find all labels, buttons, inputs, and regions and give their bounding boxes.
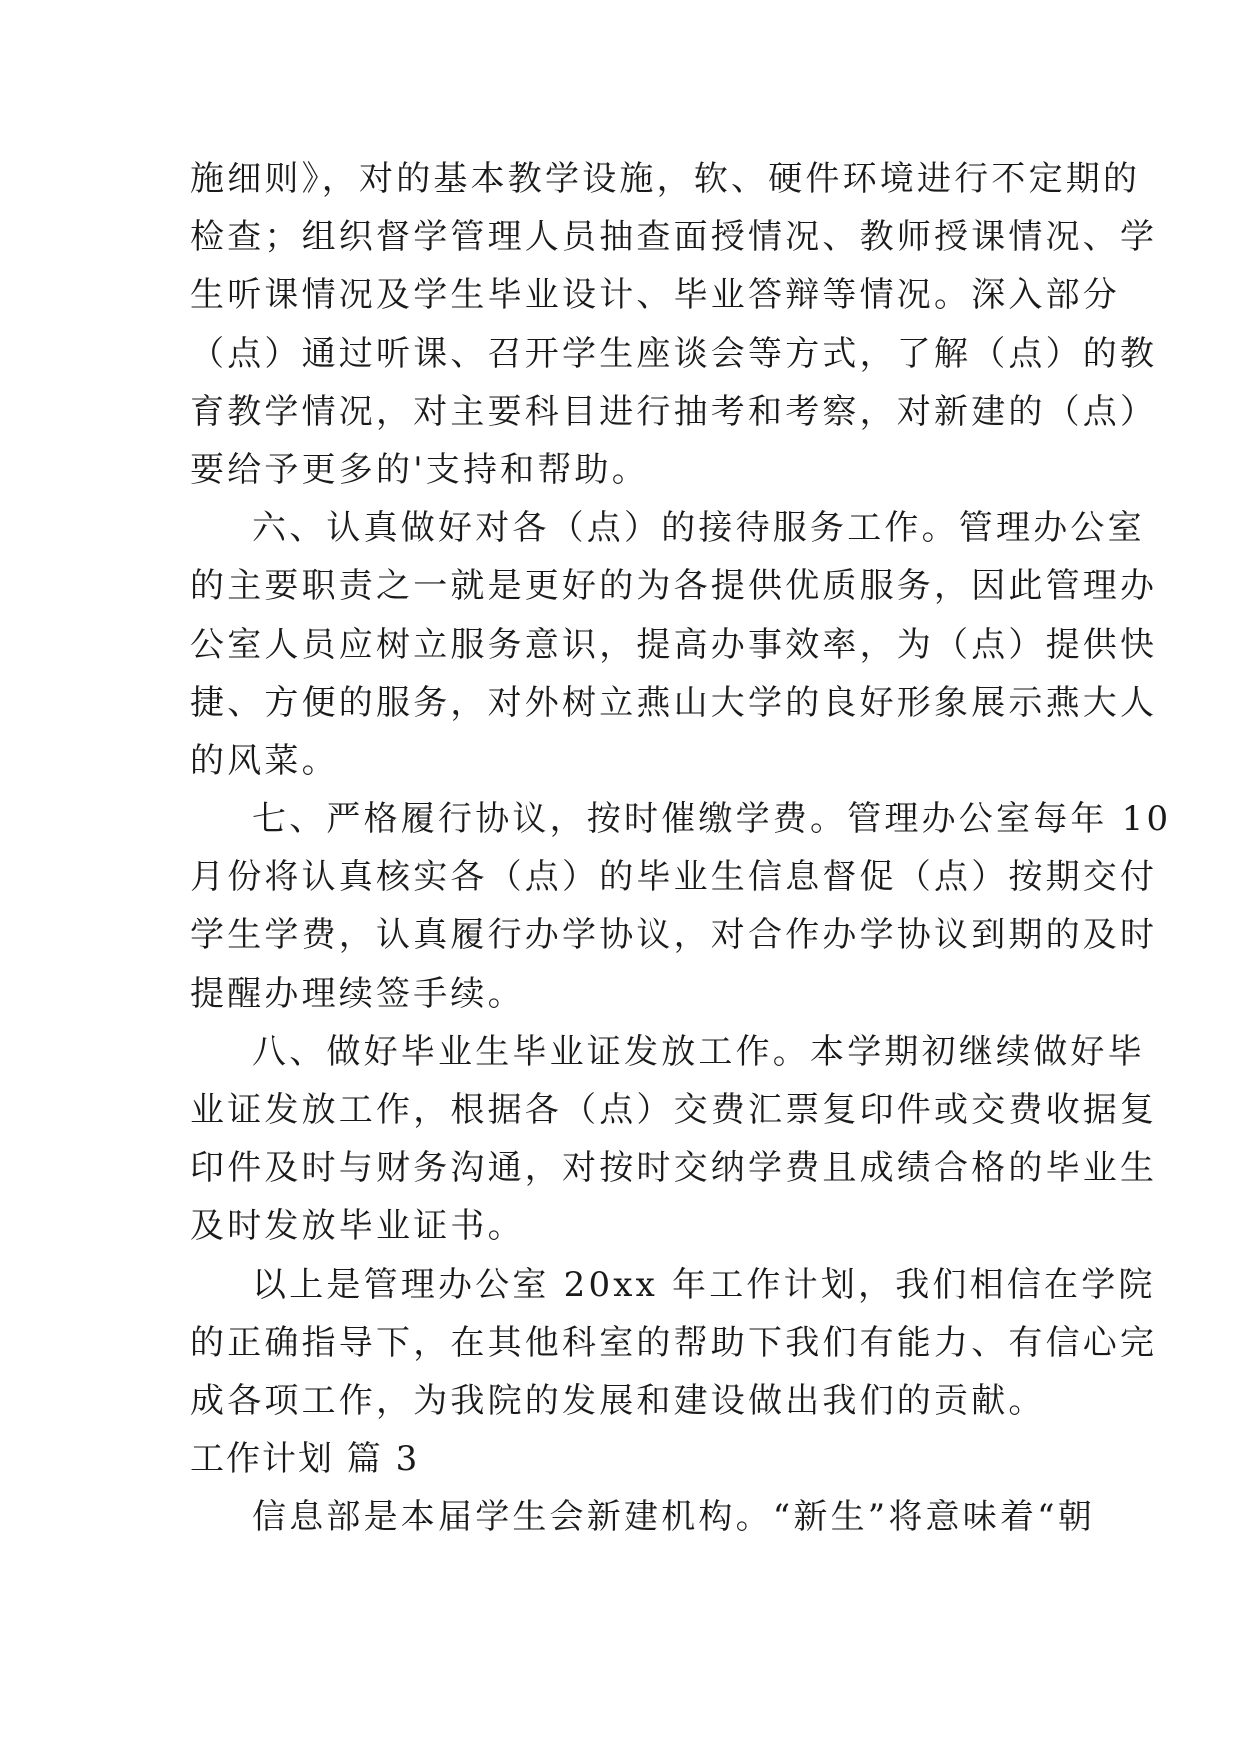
paragraph-start-line: 以上是管理办公室 20xx 年工作计划，我们相信在学院 xyxy=(252,1264,1156,1305)
text-line: 提醒办理续签手续。 xyxy=(190,973,525,1014)
section-heading: 工作计划 篇 3 xyxy=(190,1439,420,1480)
text-line: 育教学情况，对主要科目进行抽考和考察，对新建的（点） xyxy=(190,391,1158,432)
paragraph-start-line: 六、认真做好对各（点）的接待服务工作。管理办公室 xyxy=(252,508,1145,549)
text-line: 公室人员应树立服务意识，提高办事效率，为（点）提供快 xyxy=(190,624,1158,665)
text-line: 业证发放工作，根据各（点）交费汇票复印件或交费收据复 xyxy=(190,1090,1158,1130)
text-line: 检查；组织督学管理人员抽查面授情况、教师授课情况、学 xyxy=(190,217,1158,258)
text-line: 的风菜。 xyxy=(190,740,339,781)
text-line: 及时发放毕业证书。 xyxy=(190,1206,525,1247)
text-line: 生听课情况及学生毕业设计、毕业答辩等情况。深入部分 xyxy=(190,275,1120,316)
text-line: 的正确指导下，在其他科室的帮助下我们有能力、有信心完 xyxy=(190,1322,1158,1363)
paragraph-start-line: 七、严格履行协议，按时催缴学费。管理办公室每年 10 xyxy=(252,799,1172,840)
text-line: 成各项工作，为我院的发展和建设做出我们的贡献。 xyxy=(190,1380,1046,1421)
paragraph-start-line: 八、做好毕业生毕业证发放工作。本学期初继续做好毕 xyxy=(252,1031,1145,1072)
text-line: 施细则》，对的基本教学设施，软、硬件环境进行不定期的 xyxy=(190,159,1141,199)
text-line: 月份将认真核实各（点）的毕业生信息督促（点）按期交付 xyxy=(190,857,1158,898)
text-line: 的主要职责之一就是更好的为各提供优质服务，因此管理办 xyxy=(190,566,1158,607)
text-line: 学生学费，认真履行办学协议，对合作办学协议到期的及时 xyxy=(190,915,1158,956)
text-line: 捷、方便的服务，对外树立燕山大学的良好形象展示燕大人 xyxy=(190,682,1158,723)
text-line: 印件及时与财务沟通，对按时交纳学费且成绩合格的毕业生 xyxy=(190,1148,1158,1189)
text-line: 要给予更多的'支持和帮助。 xyxy=(190,449,649,490)
paragraph-start-line: 信息部是本届学生会新建机构。“新生”将意味着“朝 xyxy=(252,1497,1095,1538)
document-page xyxy=(190,150,1172,1547)
text-line: （点）通过听课、召开学生座谈会等方式，了解（点）的教 xyxy=(190,333,1158,374)
